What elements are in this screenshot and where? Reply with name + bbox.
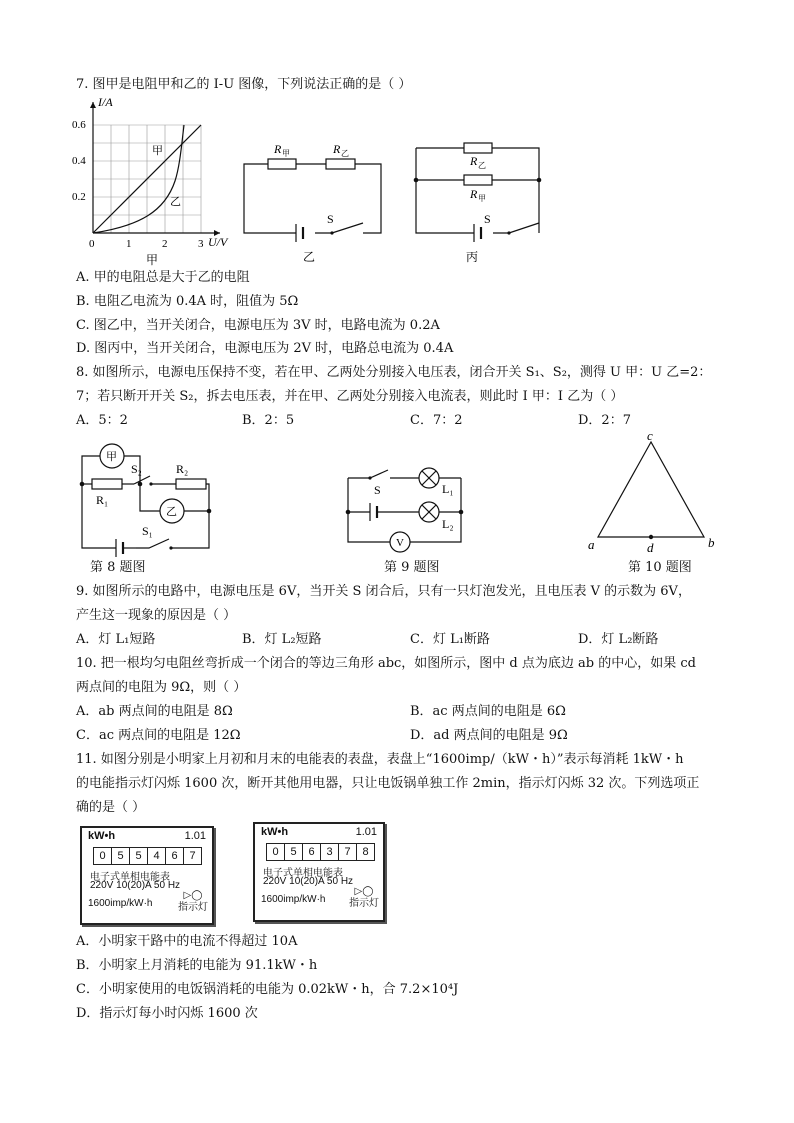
- q9-option-d[interactable]: D．灯 L₂断路: [578, 632, 659, 647]
- svg-text:甲: 甲: [282, 149, 290, 158]
- r1-label: R₁: [96, 493, 109, 507]
- switch-label: S: [484, 212, 491, 226]
- q7-option-b[interactable]: B. 电阻乙电流为 0.4A 时，阻值为 5Ω: [76, 294, 299, 309]
- svg-text:乙: 乙: [478, 161, 486, 170]
- meter-imp: 1600imp/kW·h: [88, 898, 153, 909]
- q10-option-c[interactable]: C．ac 两点间的电阻是 12Ω: [76, 728, 241, 743]
- q7-option-d[interactable]: D. 图丙中，当开关闭合，电源电压为 2V 时，电路总电流为 0.4A: [76, 341, 454, 356]
- q7-circuit-yi: [240, 140, 385, 265]
- xtick: 3: [198, 238, 204, 250]
- q7-option-a[interactable]: A. 甲的电阻总是大于乙的电阻: [76, 270, 250, 285]
- vertex-c: c: [647, 428, 653, 443]
- q11-option-a[interactable]: A．小明家干路中的电流不得超过 10A: [76, 934, 298, 949]
- q11-line2: 的电能指示灯闪烁 1600 次，断开其他用电器，只让电饭锅单独工作 2min，指示灯闪烁 32 次。下列选项正: [76, 776, 700, 791]
- q7-option-c[interactable]: C. 图乙中，当开关闭合，电源电压为 3V 时，电路电流为 0.2A: [76, 318, 440, 333]
- q8-option-b[interactable]: B．2：5: [242, 413, 295, 428]
- xtick: 0: [89, 238, 95, 250]
- q9-line1: 9. 如图所示的电路中，电源电压是 6V，当开关 S 闭合后，只有一只灯泡发光，且电压表 V 的示数为 6V，: [76, 584, 691, 599]
- meter-digits: 0 5 5 4 6 7: [94, 847, 202, 865]
- graph-caption: 甲: [146, 253, 159, 267]
- energy-meter-end: [253, 822, 385, 922]
- r-jia-label: R: [470, 187, 478, 201]
- q10-line1: 10. 把一根均匀电阻丝弯折成一个闭合的等边三角形 abc，如图所示，图中 d 点为底边 ab 的中心，如果 cd: [76, 656, 696, 671]
- xtick: 1: [126, 238, 132, 250]
- fig8-circuit: [76, 438, 216, 578]
- ytick: 0.2: [72, 191, 86, 203]
- q11-option-b[interactable]: B．小明家上月消耗的电能为 91.1kW・h: [76, 958, 318, 973]
- q8-option-c[interactable]: C．7：2: [410, 413, 463, 428]
- meter-digits: 0 5 6 3 7 8: [267, 843, 375, 861]
- circuit-caption: 丙: [466, 250, 479, 264]
- q9-line2: 产生这一现象的原因是（ ）: [76, 608, 237, 623]
- r-jia-label: R: [274, 142, 282, 156]
- q7-circuit-bing: [410, 140, 550, 265]
- q11-line1: 11. 如图分别是小明家上月初和月末的电能表的表盘，表盘上“1600imp/（kW・h）”表示每消耗 1kW・h: [76, 752, 684, 767]
- q7-graph: [70, 96, 240, 266]
- switch-label: S: [327, 212, 334, 226]
- meter-version: 1.01: [184, 830, 206, 842]
- s2-label: S₂: [131, 462, 142, 476]
- fig10-triangle: [586, 428, 726, 558]
- q8-option-d[interactable]: D．2：7: [578, 413, 631, 428]
- r-yi-label: R: [470, 154, 478, 168]
- indicator-light: ▷◯ 指示灯: [349, 886, 379, 909]
- meter-name: 电子式单相电能表: [263, 868, 343, 879]
- q11-line3: 确的是（ ）: [76, 800, 146, 815]
- fig9-caption: 第 9 题图: [384, 560, 440, 575]
- svg-text:乙: 乙: [341, 149, 349, 158]
- meter-unit: kW•h: [88, 830, 116, 842]
- q10-option-a[interactable]: A．ab 两点间的电阻是 8Ω: [76, 704, 233, 719]
- circuit-caption: 乙: [303, 250, 316, 264]
- q11-option-c[interactable]: C．小明家使用的电饭锅消耗的电能为 0.02kW・h，合 7.2×10⁴J: [76, 982, 459, 997]
- r-yi-label: R: [333, 142, 341, 156]
- ytick: 0.4: [72, 155, 86, 167]
- point-d: d: [647, 540, 654, 555]
- vertex-b: b: [708, 535, 715, 550]
- l1-label: L₁: [442, 482, 454, 496]
- vertex-a: a: [588, 537, 595, 552]
- q8-line1: 8. 如图所示，电源电压保持不变，若在甲、乙两处分别接入电压表，闭合开关 S₁、S₂，测得 U 甲：U 乙=2：: [76, 365, 712, 380]
- fig10-caption: 第 10 题图: [628, 560, 692, 575]
- curve-jia-label: 甲: [152, 145, 163, 157]
- r2-label: R₂: [176, 462, 189, 476]
- q9-option-a[interactable]: A．灯 L₁短路: [76, 632, 156, 647]
- fig8-caption: 第 8 题图: [90, 560, 146, 575]
- q10-option-d[interactable]: D．ad 两点间的电阻是 9Ω: [410, 728, 568, 743]
- meter-spec: 220V 10(20)A 50 Hz: [263, 876, 354, 887]
- svg-text:甲: 甲: [478, 194, 486, 203]
- meter-name: 电子式单相电能表: [90, 872, 170, 883]
- q9-option-b[interactable]: B．灯 L₂短路: [242, 632, 322, 647]
- q10-line2: 两点间的电阻为 9Ω，则（ ）: [76, 680, 247, 695]
- graph-ylabel: I/A: [98, 95, 113, 109]
- meter-version: 1.01: [355, 826, 377, 838]
- meter-jia: 甲: [106, 451, 117, 463]
- energy-meter-start: [80, 826, 214, 925]
- l2-label: L₂: [442, 517, 454, 531]
- meter-imp: 1600imp/kW·h: [261, 894, 326, 905]
- q11-option-d[interactable]: D．指示灯每小时闪烁 1600 次: [76, 1006, 258, 1021]
- meter-unit: kW•h: [261, 826, 289, 838]
- ytick: 0.6: [72, 119, 86, 131]
- curve-yi-label: 乙: [170, 196, 181, 208]
- indicator-icon: ▷◯: [183, 890, 203, 901]
- xtick: 2: [162, 238, 168, 250]
- q10-option-b[interactable]: B．ac 两点间的电阻是 6Ω: [410, 704, 566, 719]
- q8-option-a[interactable]: A．5：2: [76, 413, 128, 428]
- v-label: V: [396, 537, 404, 549]
- s1-label: S₁: [142, 524, 153, 538]
- meter-spec: 220V 10(20)A 50 Hz: [90, 880, 181, 891]
- meter-yi: 乙: [166, 506, 177, 518]
- indicator-light: ▷◯ 指示灯: [178, 890, 208, 913]
- s-label: S: [374, 483, 381, 497]
- fig9-circuit: [340, 466, 470, 556]
- q7-stem: 7. 图甲是电阻甲和乙的 I-U 图像，下列说法正确的是（ ）: [76, 77, 412, 92]
- graph-xlabel: U/V: [208, 235, 228, 249]
- q8-line2: 7；若只断开开关 S₂，拆去电压表，并在甲、乙两处分别接入电流表，则此时 I 甲：I 乙为（ ）: [76, 389, 624, 404]
- indicator-icon: ▷◯: [354, 886, 374, 897]
- q9-option-c[interactable]: C．灯 L₁断路: [410, 632, 490, 647]
